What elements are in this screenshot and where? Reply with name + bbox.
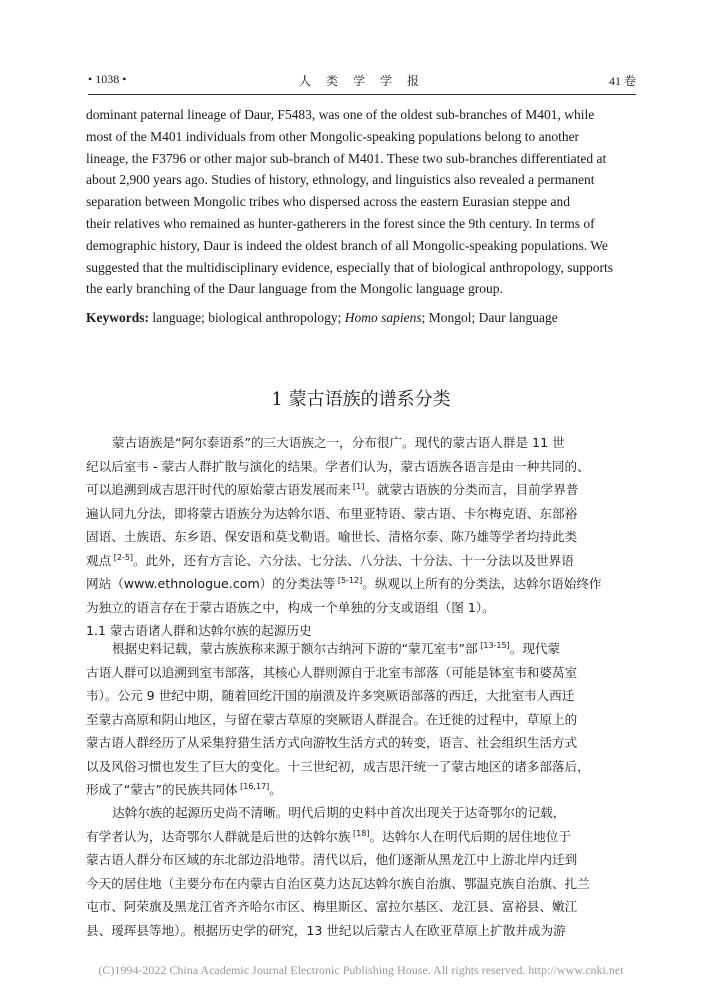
text-line: 根据史料记载，蒙古族族称来源于额尔古纳河下游的“蒙兀室韦”部 [13-15]。现代蒙 <box>112 640 561 656</box>
paragraph-3 <box>86 801 636 942</box>
abstract-line: about 2,900 years ago. Studies of history, ethnology, and linguistics also revealed a permanent <box>86 172 595 188</box>
abstract-line: most of the M401 individuals from other Mongolic-speaking populations belong to another <box>86 128 580 144</box>
citation[interactable]: [5-12] <box>335 575 363 585</box>
text-line: 固语、土族语、东乡语、保安语和莫戈勒语。喻世长、清格尔泰、陈乃雄等学者均持此类 <box>86 529 578 544</box>
citation[interactable]: [1] <box>350 481 365 491</box>
volume-label: 41 卷 <box>608 74 636 88</box>
keywords-part: language; biological anthropology; <box>149 310 345 325</box>
abstract-line: demographic history, Daur is indeed the oldest branch of all Mongolic-speaking populations. We <box>86 237 608 253</box>
text-line: 可以追溯到成吉思汗时代的原始蒙古语发展而来 [1]。就蒙古语族的分类而言，目前学界普 <box>86 481 579 497</box>
abstract-line: separation between Mongolic tribes who dispersed across the eastern Eurasian steppe and <box>86 194 570 210</box>
text-line: 屯市、阿荣旗及黑龙江省齐齐哈尔市区、梅里斯区、富拉尔基区、龙江县、富裕县、嫩江 <box>86 899 578 914</box>
keywords-italic: Homo sapiens <box>344 310 422 325</box>
text-line: 以及风俗习惯也发生了巨大的变化。十三世纪初，成吉思汗统一了蒙古地区的诸多部落后， <box>86 758 590 774</box>
text-line: 遍认同九分法，即将蒙古语族分为达斡尔语、布里亚特语、蒙古语、卡尔梅克语、东部裕 <box>86 505 578 521</box>
journal-title: 人 类 学 学 报 <box>298 74 425 88</box>
abstract <box>86 104 636 300</box>
abstract-line: their relatives who remained as hunter-gatherers in the forest since the 9th century. In terms of <box>86 215 595 231</box>
text-line: 蒙古语族是“阿尔泰语系”的三大语族之一，分布很广。现代的蒙古语人群是 11 世 <box>112 435 565 450</box>
text-line: 蒙古语人群分布区域的东北部边沿地带。清代以后，他们逐渐从黑龙江中上游北岸内迁到 <box>86 852 578 867</box>
text-line: 至蒙古高原和阴山地区，与留在蒙古草原的突厥语人群混合。在迁徙的过程中，草原上的 <box>86 711 578 727</box>
abstract-line: lineage, the F3796 or other major sub-branch of M401. These two sub-branches differentiated at <box>86 150 607 166</box>
text-line: 蒙古语人群经历了从采集狩猎生活方式向游牧生活方式的转变，语言、社会组织生活方式 <box>86 735 578 750</box>
paragraph-1 <box>86 431 636 619</box>
keywords-part: ; Mongol; Daur language <box>421 310 558 325</box>
text-line: 为独立的语言存在于蒙古语族之中，构成一个单独的分支或语组（图 1）。 <box>86 599 495 615</box>
abstract-line: the early branching of the Daur language from the Mongolic language group. <box>86 281 503 297</box>
text-line: 纪以后室韦 - 蒙古人群扩散与演化的结果。学者们认为，蒙古语族各语言是由一种共同的、 <box>86 458 590 474</box>
citation[interactable]: [18] <box>350 828 370 838</box>
text-line: 县、瑷珲县等地）。根据历史学的研究，13 世纪以后蒙古人在欧亚草原上扩散并成为游 <box>86 922 566 938</box>
text-line: 今天的居住地（主要分布在内蒙古自治区莫力达瓦达斡尔族自治旗、鄂温克族自治旗、扎兰 <box>86 875 590 891</box>
header-rule <box>88 94 636 95</box>
text-line: 有学者认为，达奇鄂尔人群就是后世的达斡尔族 [18]。达斡尔人在明代后期的居住地位于 <box>86 828 571 844</box>
citation[interactable]: [2-5] <box>111 552 134 562</box>
text-line: 韦）。公元 9 世纪中期，随着回纥汗国的崩溃及许多突厥语部落的西迁，大批室韦人西迁 <box>86 688 575 703</box>
abstract-line: dominant paternal lineage of Daur, F5483, was one of the oldest sub-branches of M401, while <box>86 107 595 122</box>
paragraph-2 <box>86 637 636 802</box>
section-title: 1 蒙古语族的谱系分类 <box>271 389 451 410</box>
page-number: • 1038 • <box>88 72 127 86</box>
citation[interactable]: [13-15] <box>477 640 510 650</box>
text-line: 达斡尔族的起源历史尚不清晰。明代后期的史料中首次出现关于达奇鄂尔的记载， <box>112 805 566 820</box>
page-header <box>88 72 636 92</box>
keywords-label: Keywords: <box>86 310 149 325</box>
subsection-title: 1.1 蒙古语诸人群和达斡尔族的起源历史 <box>86 623 312 638</box>
abstract-line: suggested that the multidisciplinary evidence, especially that of biological anthropology, supports <box>86 259 614 275</box>
text-line: 网站（www.ethnologue.com）的分类法等 [5-12]。纵观以上所有的分类法，达斡尔语始终作 <box>86 575 602 591</box>
text-line: 观点 [2-5]。此外，还有方言论、六分法、七分法、八分法、十分法、十一分法以及世界语 <box>86 552 574 568</box>
text-line: 古语人群可以追溯到室韦部落，其核心人群则源自于北室韦部落（可能是钵室韦和婆莴室 <box>86 664 578 680</box>
text-line: 形成了“蒙古”的民族共同体 [16,17]。 <box>86 781 282 797</box>
citation[interactable]: [16,17] <box>237 781 270 791</box>
keywords <box>86 310 636 326</box>
copyright-footer: (C)1994-2022 China Academic Journal Electronic Publishing House. All rights reserved. http://www.cnki.net <box>98 963 624 977</box>
